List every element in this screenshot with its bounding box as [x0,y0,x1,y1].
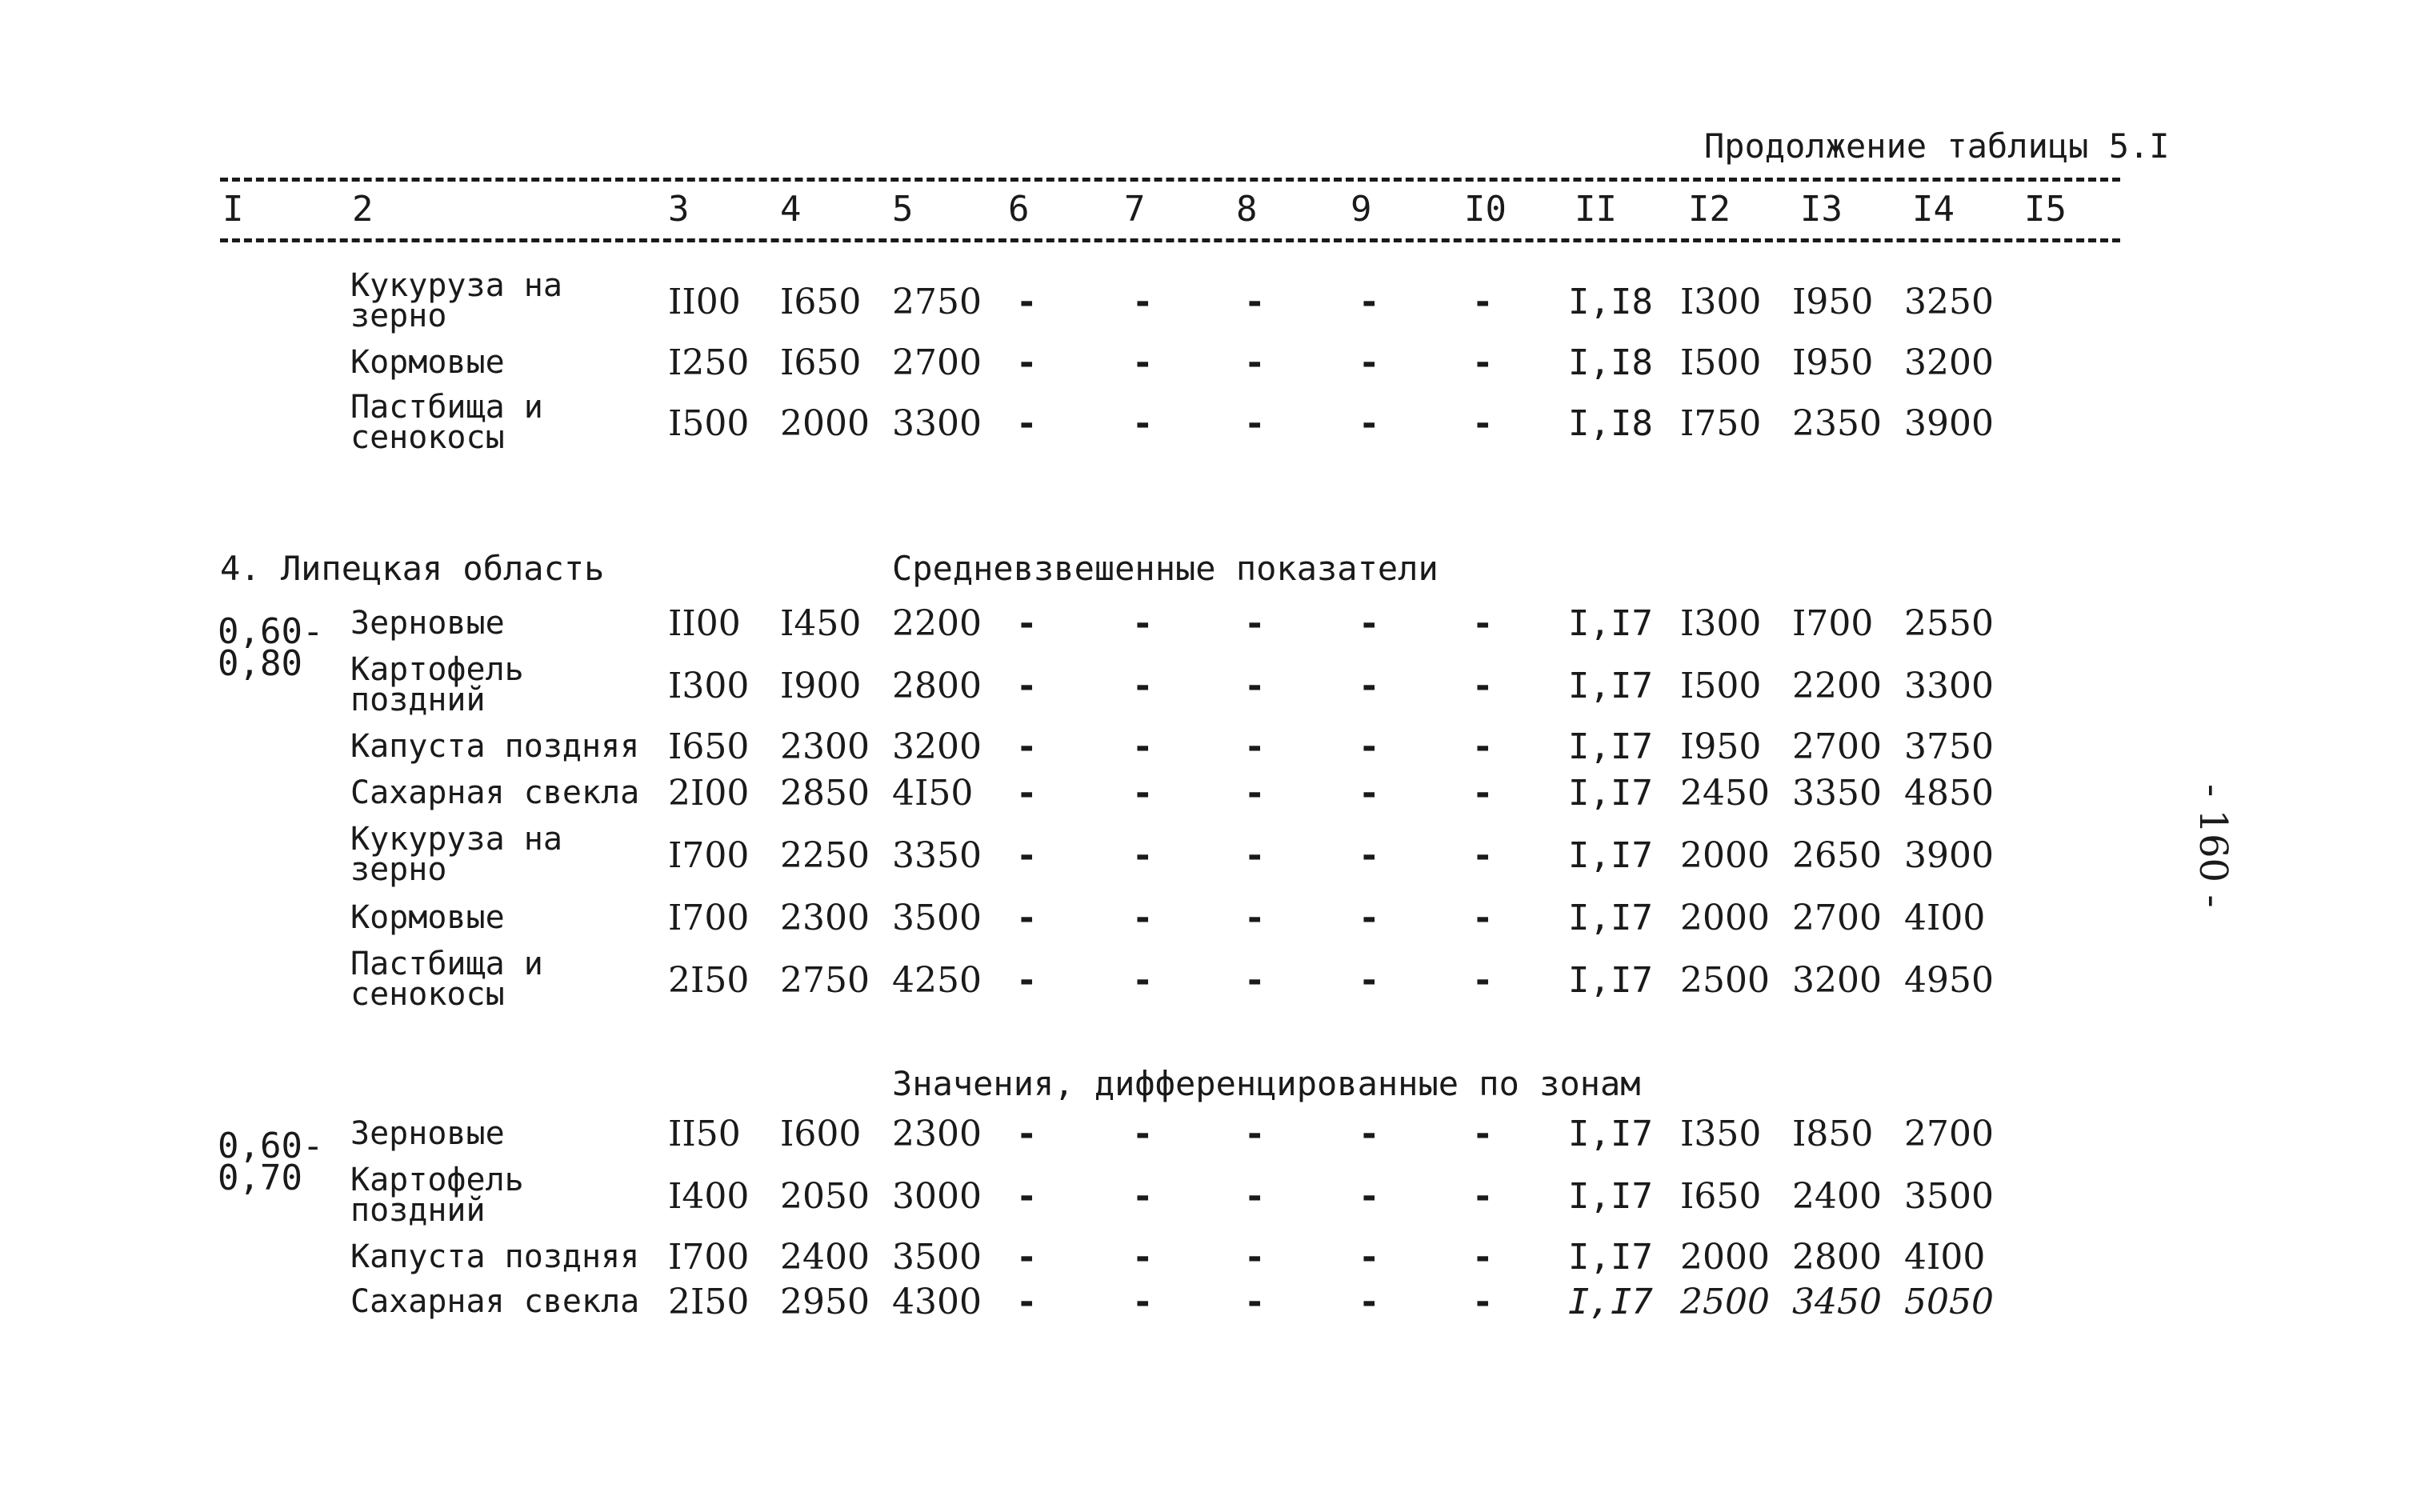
column-header-9: 9 [1351,189,1372,230]
cell-dash-c7: - [1132,1114,1154,1154]
cell-dash-c10: - [1472,898,1494,938]
cell-dash-c6: - [1016,835,1038,876]
cell-c3: I400 [668,1176,750,1217]
cell-c14: 2700 [1904,1114,1994,1154]
cell-c3: 2I50 [668,1282,750,1322]
cell-c14: 3900 [1904,835,1994,876]
cell-dash-c10: - [1472,666,1494,706]
cell-dash-c10: - [1472,1282,1494,1322]
cell-c4: 2300 [780,898,870,938]
cell-dash-c10: - [1472,1176,1494,1217]
cell-c4: 2300 [780,726,870,767]
cell-dash-c7: - [1132,1282,1154,1322]
cell-dash-c8: - [1244,1237,1266,1278]
cell-dash-c10: - [1472,773,1494,814]
cell-dash-c6: - [1016,1176,1038,1217]
cell-c14: 4950 [1904,960,1994,1001]
column-header-3: 3 [668,189,690,230]
cell-c3: II00 [668,603,741,644]
cell-c3: II50 [668,1114,741,1154]
cell-dash-c6: - [1016,773,1038,814]
cell-dash-c9: - [1359,773,1380,814]
cell-c13: 2700 [1792,726,1882,767]
cell-c4: 2750 [780,960,870,1001]
column-header-14: I4 [1912,189,1955,230]
page-number: - 160 - [2191,784,2235,908]
cell-c5: 3500 [892,1237,982,1278]
region-heading: 4. Липецкая область [220,549,605,588]
cell-dash-c9: - [1359,403,1380,444]
cell-c13: 3350 [1792,773,1882,814]
cell-coefficient: I,I8 [1568,282,1653,322]
row-label: Кормовые [350,899,505,936]
zone-range-line-1: 0,60- [218,611,324,652]
cell-c3: I250 [668,342,750,383]
cell-dash-c9: - [1359,898,1380,938]
cell-c5: 2300 [892,1114,982,1154]
cell-dash-c8: - [1244,282,1266,322]
column-header-2: 2 [352,189,374,230]
column-header-13: I3 [1800,189,1843,230]
cell-dash-c7: - [1132,773,1154,814]
cell-c12: I950 [1680,726,1762,767]
cell-c5: 2700 [892,342,982,383]
cell-dash-c10: - [1472,282,1494,322]
cell-c5: 2750 [892,282,982,322]
cell-dash-c10: - [1472,342,1494,383]
column-header-5: 5 [892,189,914,230]
cell-c4: 2250 [780,835,870,876]
cell-coefficient: I,I7 [1568,603,1653,644]
cell-c5: 4300 [892,1282,982,1322]
cell-dash-c8: - [1244,403,1266,444]
cell-dash-c8: - [1244,342,1266,383]
cell-coefficient: I,I7 [1568,726,1653,767]
cell-coefficient: I,I7 [1568,1176,1653,1217]
cell-c4: I650 [780,342,862,383]
cell-c5: 3500 [892,898,982,938]
row-label: Сахарная свекла [350,1283,640,1320]
cell-coefficient: I,I7 [1568,666,1653,706]
cell-coefficient: I,I7 [1568,1237,1653,1278]
cell-dash-c8: - [1244,603,1266,644]
cell-dash-c7: - [1132,1237,1154,1278]
cell-dash-c10: - [1472,835,1494,876]
cell-dash-c6: - [1016,342,1038,383]
cell-dash-c7: - [1132,603,1154,644]
cell-c14: 4I00 [1904,898,1986,938]
cell-c5: 2200 [892,603,982,644]
cell-dash-c6: - [1016,1282,1038,1322]
cell-c13: 2200 [1792,666,1882,706]
cell-c12: 2500 [1680,960,1770,1001]
cell-dash-c6: - [1016,898,1038,938]
cell-c14: 3900 [1904,403,1994,444]
cell-dash-c6: - [1016,282,1038,322]
column-header-7: 7 [1124,189,1146,230]
cell-c14: 3500 [1904,1176,1994,1217]
cell-c3: 2I50 [668,960,750,1001]
cell-c5: 4I50 [892,773,974,814]
cell-dash-c6: - [1016,1114,1038,1154]
cell-c13: 2650 [1792,835,1882,876]
cell-coefficient: I,I7 [1568,1282,1653,1322]
cell-c14: 5050 [1904,1282,1994,1322]
cell-dash-c8: - [1244,960,1266,1001]
cell-coefficient: I,I7 [1568,773,1653,814]
cell-c4: I650 [780,282,862,322]
cell-c4: 2400 [780,1237,870,1278]
cell-c12: I300 [1680,603,1762,644]
cell-dash-c6: - [1016,1237,1038,1278]
cell-c3: I700 [668,835,750,876]
cell-c3: I300 [668,666,750,706]
cell-dash-c6: - [1016,960,1038,1001]
cell-dash-c8: - [1244,898,1266,938]
column-header-4: 4 [780,189,802,230]
cell-c13: 2700 [1792,898,1882,938]
cell-dash-c7: - [1132,282,1154,322]
cell-c4: I600 [780,1114,862,1154]
column-header-10: I0 [1464,189,1507,230]
cell-c13: 2350 [1792,403,1882,444]
row-label: Зерновые [350,1115,505,1152]
cell-dash-c7: - [1132,342,1154,383]
cell-c13: 2800 [1792,1237,1882,1278]
cell-c3: I700 [668,1237,750,1278]
cell-dash-c6: - [1016,666,1038,706]
cell-c3: I500 [668,403,750,444]
cell-dash-c9: - [1359,726,1380,767]
cell-dash-c9: - [1359,603,1380,644]
cell-dash-c9: - [1359,835,1380,876]
row-label: Пастбища и сенокосы [350,946,543,1013]
row-label: Капуста поздняя [350,728,640,765]
cell-dash-c8: - [1244,1114,1266,1154]
cell-dash-c10: - [1472,403,1494,444]
cell-c14: 3200 [1904,342,1994,383]
cell-dash-c7: - [1132,898,1154,938]
cell-dash-c8: - [1244,773,1266,814]
cell-coefficient: I,I8 [1568,403,1653,444]
cell-c13: 3200 [1792,960,1882,1001]
cell-c4: I450 [780,603,862,644]
cell-c12: I500 [1680,342,1762,383]
zone-range-line-1: 0,60- [218,1126,324,1166]
cell-dash-c10: - [1472,1237,1494,1278]
cell-c12: 2000 [1680,898,1770,938]
row-label: Кормовые [350,344,505,381]
cell-dash-c9: - [1359,1237,1380,1278]
cell-c12: 2000 [1680,1237,1770,1278]
cell-c13: I950 [1792,342,1874,383]
cell-dash-c8: - [1244,1282,1266,1322]
column-header-15: I5 [2024,189,2067,230]
cell-c14: 3300 [1904,666,1994,706]
cell-c13: I950 [1792,282,1874,322]
cell-dash-c8: - [1244,835,1266,876]
zone-range-line-2: 0,70 [218,1158,302,1198]
row-label: Картофель поздний [350,651,524,718]
cell-dash-c9: - [1359,666,1380,706]
row-label: Кукуруза на зерно [350,821,562,888]
header-bottom-rule [220,238,2120,242]
cell-c14: 3750 [1904,726,1994,767]
row-label: Зерновые [350,605,505,642]
cell-dash-c9: - [1359,282,1380,322]
cell-dash-c10: - [1472,1114,1494,1154]
subtitle-weighted-averages: Средневзвешенные показатели [892,549,1439,588]
cell-c14: 4850 [1904,773,1994,814]
cell-c13: 3450 [1792,1282,1882,1322]
cell-dash-c9: - [1359,1282,1380,1322]
row-label: Кукуруза на зерно [350,267,562,334]
cell-c12: I300 [1680,282,1762,322]
cell-dash-c8: - [1244,666,1266,706]
cell-c12: 2500 [1680,1282,1770,1322]
row-label: Сахарная свекла [350,774,640,811]
cell-dash-c9: - [1359,960,1380,1001]
cell-dash-c10: - [1472,960,1494,1001]
cell-dash-c9: - [1359,1114,1380,1154]
cell-c12: I500 [1680,666,1762,706]
cell-c3: II00 [668,282,741,322]
cell-c12: 2450 [1680,773,1770,814]
zone-range-label [218,611,324,684]
cell-c14: 2550 [1904,603,1994,644]
cell-c5: 4250 [892,960,982,1001]
cell-c5: 3350 [892,835,982,876]
subtitle-zone-values: Значения, дифференцированные по зонам [892,1064,1641,1103]
cell-c13: I700 [1792,603,1874,644]
cell-c4: 2950 [780,1282,870,1322]
cell-dash-c7: - [1132,1176,1154,1217]
column-header-6: 6 [1008,189,1030,230]
cell-dash-c7: - [1132,960,1154,1001]
cell-dash-c6: - [1016,726,1038,767]
row-label: Капуста поздняя [350,1238,640,1275]
cell-c5: 3200 [892,726,982,767]
cell-dash-c7: - [1132,403,1154,444]
cell-dash-c9: - [1359,1176,1380,1217]
cell-c4: I900 [780,666,862,706]
cell-dash-c10: - [1472,726,1494,767]
row-label: Картофель поздний [350,1162,524,1229]
cell-c12: 2000 [1680,835,1770,876]
header-top-rule [220,178,2120,182]
zone-range-label [218,1126,324,1198]
cell-c5: 3300 [892,403,982,444]
cell-dash-c8: - [1244,726,1266,767]
column-header-8: 8 [1236,189,1258,230]
cell-c12: I750 [1680,403,1762,444]
cell-c13: I850 [1792,1114,1874,1154]
cell-c12: I650 [1680,1176,1762,1217]
column-header-1: I [222,189,244,230]
column-header-12: I2 [1688,189,1731,230]
cell-dash-c10: - [1472,603,1494,644]
cell-c3: 2I00 [668,773,750,814]
cell-c3: I650 [668,726,750,767]
cell-c5: 3000 [892,1176,982,1217]
cell-dash-c9: - [1359,342,1380,383]
cell-c5: 2800 [892,666,982,706]
cell-c4: 2050 [780,1176,870,1217]
cell-coefficient: I,I7 [1568,835,1653,876]
cell-c14: 3250 [1904,282,1994,322]
table-continuation-title: Продолжение таблицы 5.I [1704,126,2170,166]
cell-coefficient: I,I7 [1568,960,1653,1001]
cell-dash-c7: - [1132,835,1154,876]
column-header-11: II [1575,189,1617,230]
cell-dash-c6: - [1016,403,1038,444]
cell-dash-c6: - [1016,603,1038,644]
cell-coefficient: I,I7 [1568,1114,1653,1154]
cell-dash-c7: - [1132,726,1154,767]
cell-dash-c7: - [1132,666,1154,706]
cell-c13: 2400 [1792,1176,1882,1217]
cell-coefficient: I,I7 [1568,898,1653,938]
row-label: Пастбища и сенокосы [350,389,543,456]
cell-dash-c8: - [1244,1176,1266,1217]
cell-c14: 4I00 [1904,1237,1986,1278]
cell-c3: I700 [668,898,750,938]
zone-range-line-2: 0,80 [218,643,302,684]
cell-c12: I350 [1680,1114,1762,1154]
cell-c4: 2000 [780,403,870,444]
cell-c4: 2850 [780,773,870,814]
cell-coefficient: I,I8 [1568,342,1653,383]
